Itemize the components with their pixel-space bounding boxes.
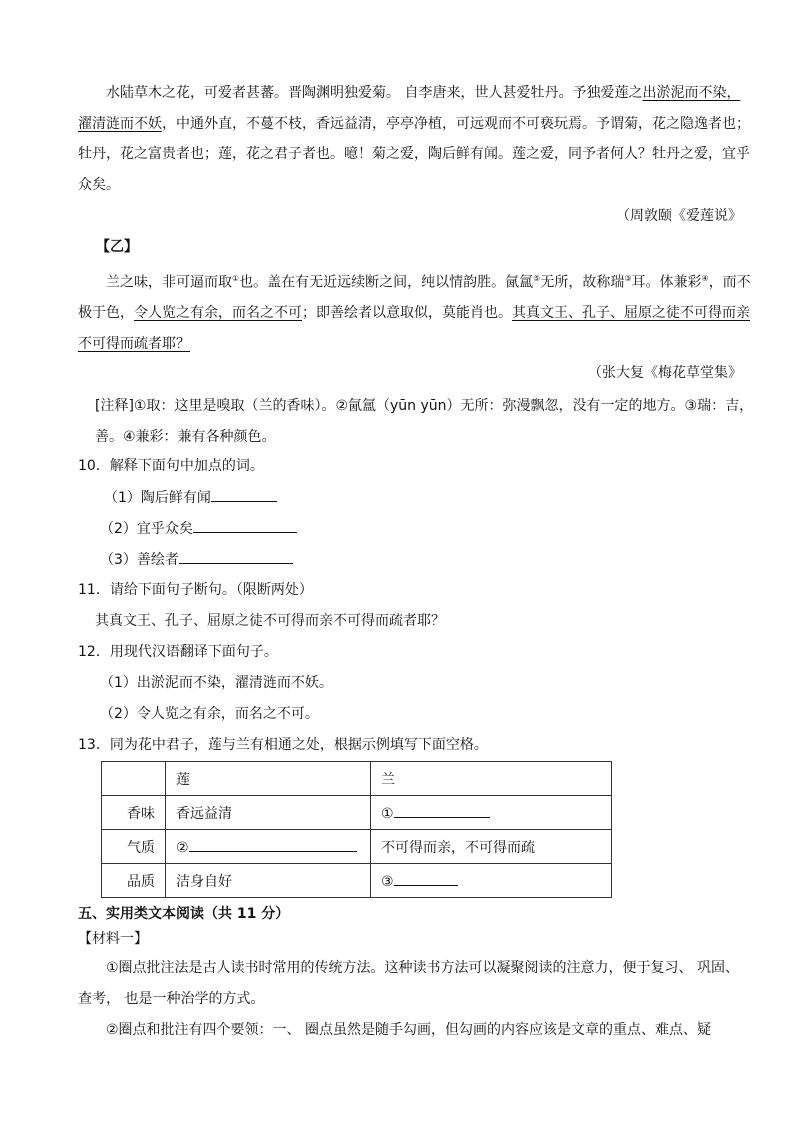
answer-blank[interactable] (394, 871, 458, 886)
q11-sentence: 其真文王、孔子、屈原之徒不可得而亲不可得而疏者耶？ (95, 613, 445, 629)
question-13: 13．同为花中君子，莲与兰有相通之处，根据示例填写下面空格。 (78, 737, 488, 753)
q10-item-1: （1）陶后鲜有闻 (104, 487, 277, 508)
table-cell: 洁身自好 (166, 864, 371, 898)
q10-item-2: （2）宜乎众矣 (100, 518, 297, 539)
table-cell: 香远益清 (166, 796, 371, 830)
table-cell: 品质 (102, 864, 166, 898)
yi-heading: 【乙】 (96, 239, 138, 255)
section-title: 五、实用类文本阅读（共 11 分） (78, 906, 290, 922)
material-heading: 【材料一】 (78, 931, 148, 947)
underlined-phrase: 令人览之有余，而名之不可 (134, 305, 302, 322)
table-cell: 香味 (102, 796, 166, 830)
underlined-phrase: 出淤泥而不染，濯清涟而不妖 (78, 85, 741, 132)
yi-source: （张大复《梅花草堂集》 (588, 365, 742, 381)
q12-item-1: （1）出淤泥而不染，濯清涟而不妖。 (100, 675, 333, 691)
yi-passage: 兰之味，非可逼而取①也。盖在有无近远续断之间，纯以情韵胜。氤氲⑤无所，故称瑞③耳。体兼彩④，而不极于色，令人览之有余，而名之不可；即善绘者以意取似，莫能肖也。其真文王、孔子、屈原之徒不可得而亲不可得而疏者耶？ (78, 274, 751, 352)
table-cell: 不可得而亲，不可得而疏 (371, 830, 612, 864)
jia-passage: 水陆草木之花，可爱者甚蕃。晋陶渊明独爱菊。 自李唐来，世人甚爱牡丹。予独爱莲之出淤泥而不染，濯清涟而不妖，中通外直，不蔓不枝，香远益清，亭亭净植，可远观而不可亵玩焉。予谓菊，花之隐逸者也；牡丹，花之富贵者也；莲，花之君子者也。噫！菊之爱，陶后鲜有闻。莲之爱，同予者何人？牡丹之爱，宜乎众矣。 (78, 85, 750, 193)
table-cell: ① (371, 796, 612, 830)
answer-blank[interactable] (211, 487, 277, 502)
q12-item-2: （2）令人览之有余，而名之不可。 (100, 706, 319, 722)
material-paragraph-1: ①圈点批注法是古人读书时常用的传统方法。这种读书方法可以凝聚阅读的注意力，便于复习、 巩固、 查考， 也是一种治学的方式。 (78, 960, 739, 1007)
question-10: 10．解释下面句中加点的词。 (78, 458, 264, 474)
material-paragraph-2: ②圈点和批注有四个要领：一、 圈点虽然是随手勾画，但勾画的内容应该是文章的重点、难点、疑 (106, 1022, 711, 1038)
underlined-sentence: 其真文王、孔子、屈原之徒不可得而亲不可得而疏者耶？ (78, 305, 750, 352)
question-12: 12．用现代汉语翻译下面句子。 (78, 644, 278, 660)
question-11: 11．请给下面句子断句。（限断两处） (78, 582, 313, 598)
table-cell: ③ (371, 864, 612, 898)
annotation: [注释]①取：这里是嗅取（兰的香味）。②氤氲（yūn yūn）无所：弥漫飘忽，没有一定的地方。③瑞：吉，善。④兼彩：兼有各种颜色。 (95, 398, 754, 445)
answer-blank[interactable] (189, 837, 357, 852)
table-cell: 兰 (371, 762, 612, 796)
table-cell (102, 762, 166, 796)
answer-blank[interactable] (179, 549, 293, 564)
q10-item-3: （3）善绘者 (100, 549, 293, 570)
comparison-table (101, 761, 612, 898)
jia-source: （周敦颐《爱莲说》 (616, 208, 742, 224)
answer-blank[interactable] (193, 518, 297, 533)
answer-blank[interactable] (394, 803, 490, 818)
table-cell: 莲 (166, 762, 371, 796)
table-row (102, 864, 612, 898)
table-cell: 气质 (102, 830, 166, 864)
table-header-row (102, 762, 612, 796)
table-row (102, 830, 612, 864)
table-row (102, 796, 612, 830)
table-cell: ② (166, 830, 371, 864)
